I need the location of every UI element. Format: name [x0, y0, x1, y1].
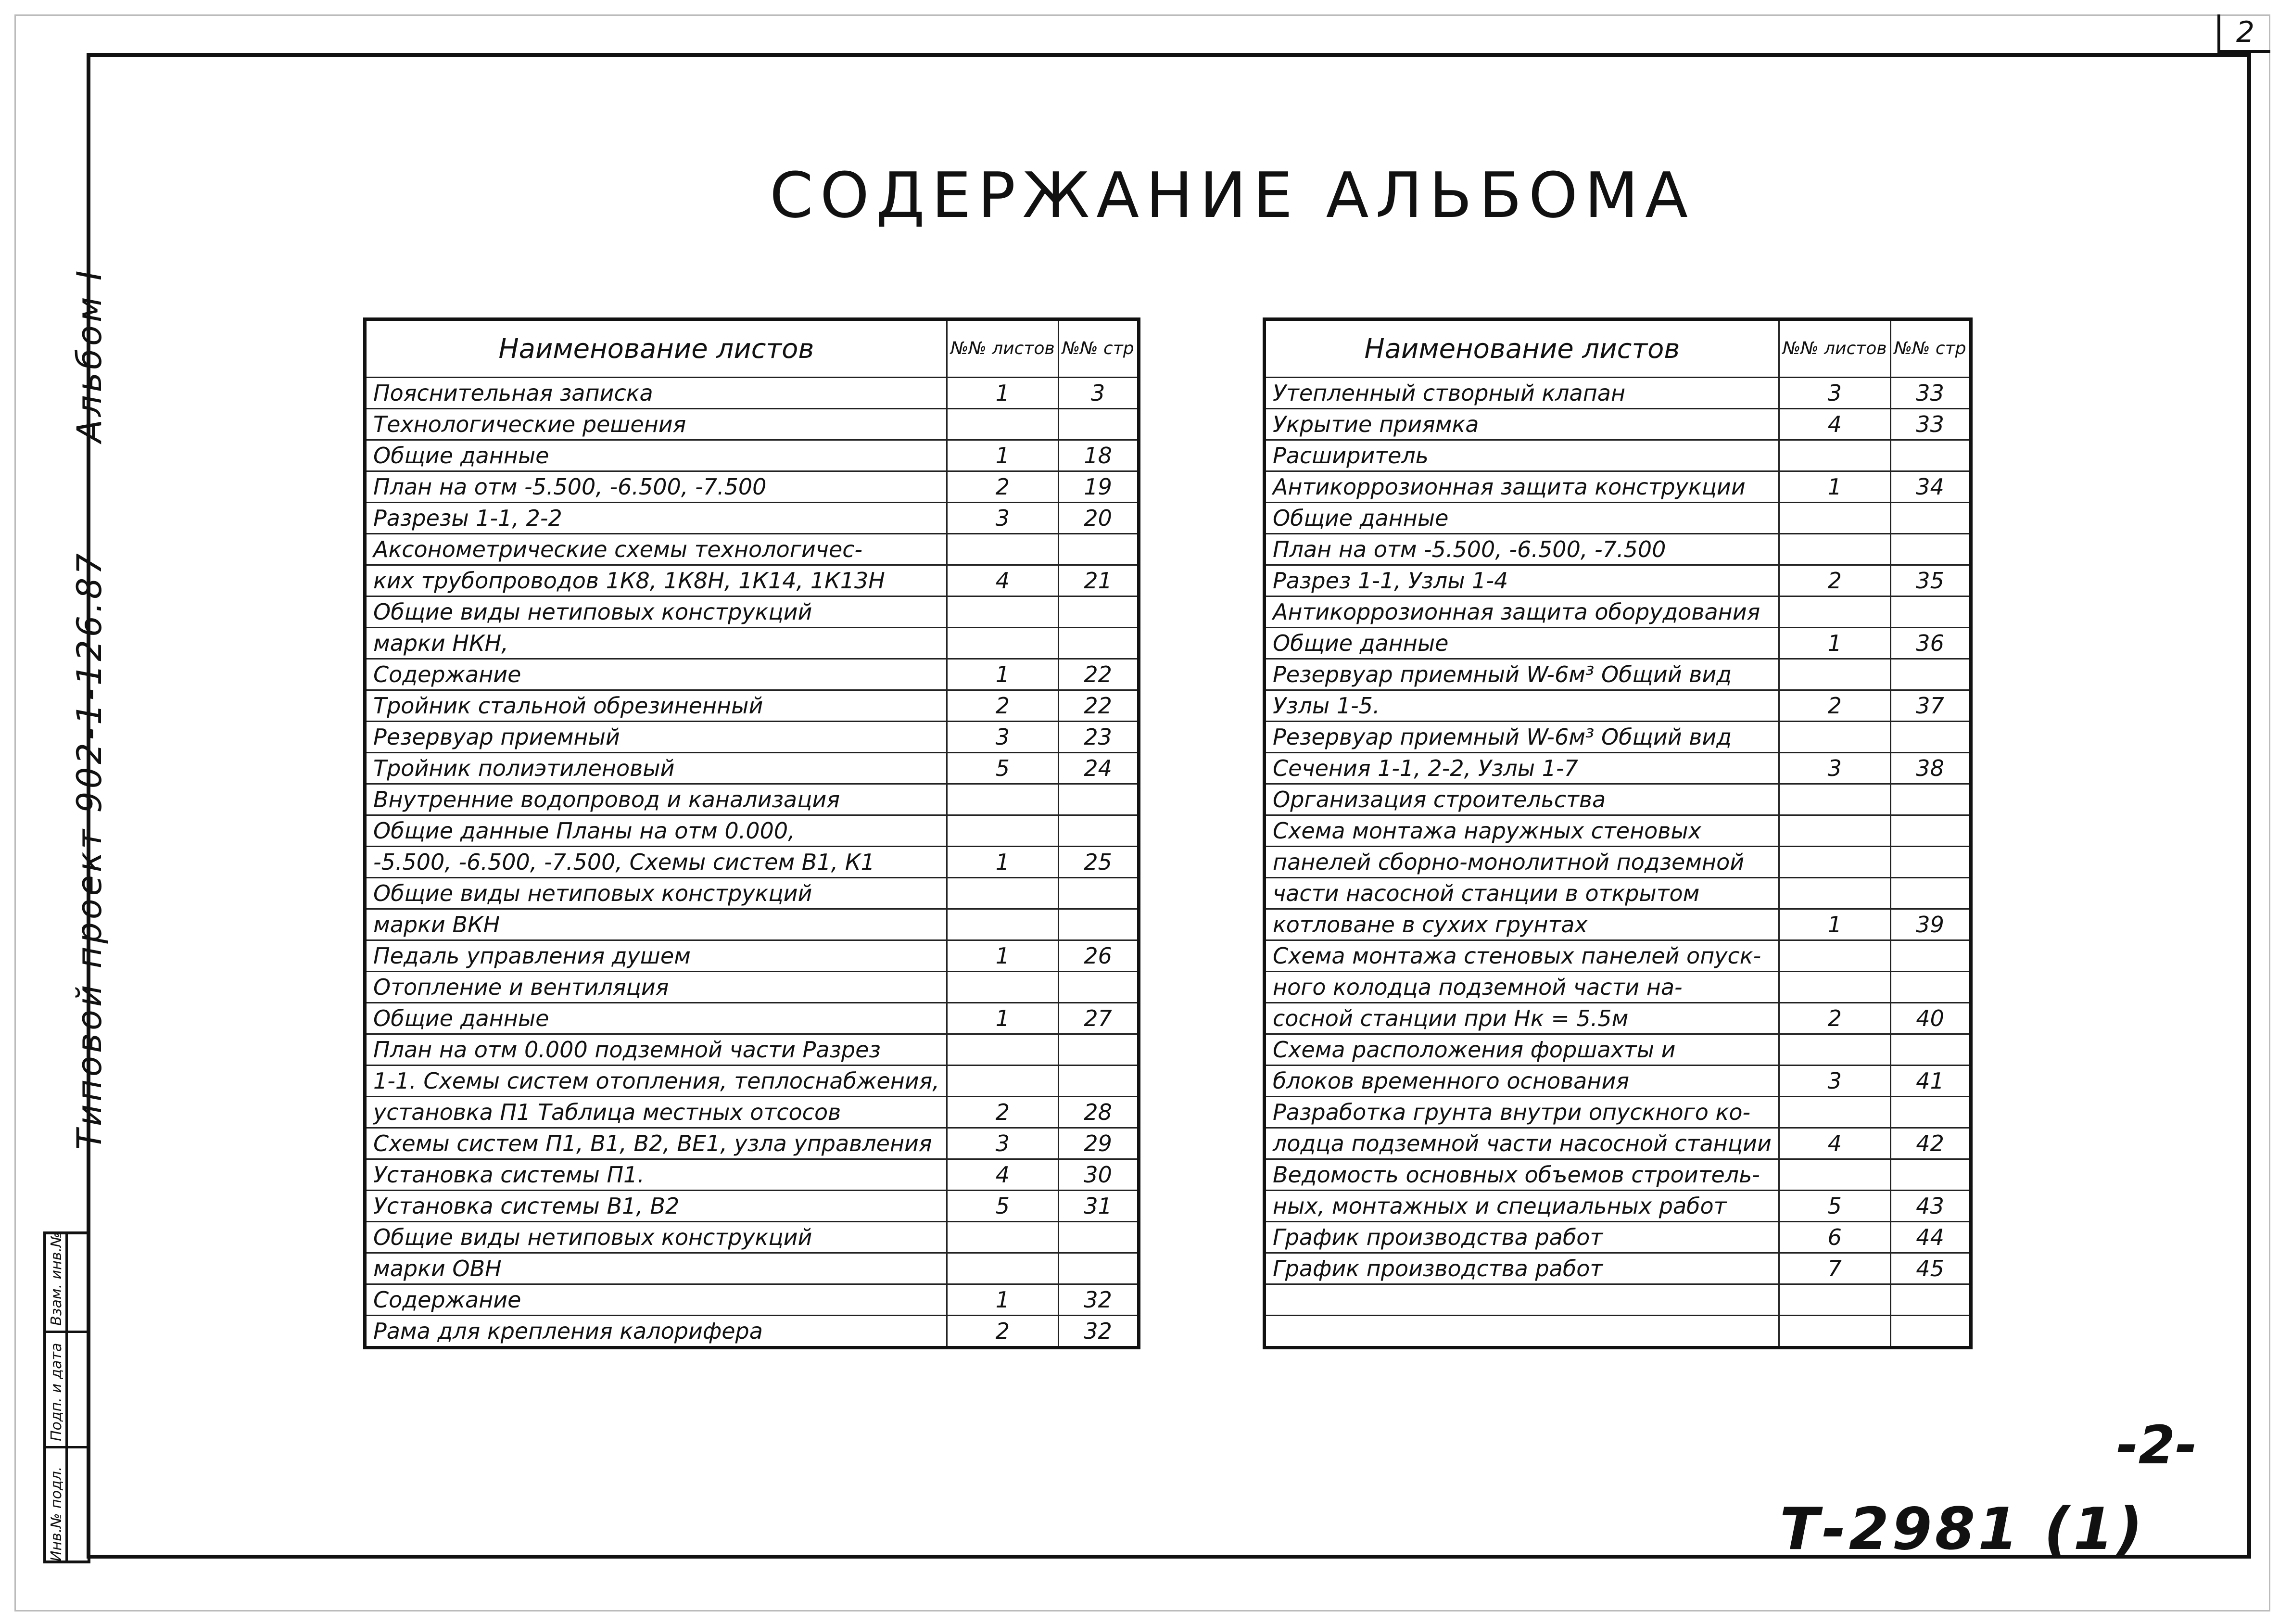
header-name: Наименование листов — [365, 319, 947, 378]
page-number-cell: 32 — [1058, 1316, 1139, 1348]
page-number-cell — [1058, 534, 1139, 565]
table-row — [365, 440, 1139, 471]
sheet-name-cell: котловане в сухих грунтах — [1265, 909, 1779, 940]
table-row — [1265, 815, 1971, 847]
sheet-number-cell — [947, 628, 1058, 659]
page-number-cell: 43 — [1890, 1191, 1971, 1222]
table-row — [365, 909, 1139, 940]
sheet-name-cell: Рама для крепления калорифера — [365, 1316, 947, 1348]
table-row — [365, 815, 1139, 847]
table-row — [1265, 690, 1971, 722]
page-number-cell — [1890, 534, 1971, 565]
sheet-number-cell — [1779, 972, 1890, 1003]
sheet-number-cell — [1779, 534, 1890, 565]
sheet-name-cell: Расширитель — [1265, 440, 1779, 471]
sheet-number-cell: 2 — [1779, 1003, 1890, 1034]
page-number-cell — [1058, 909, 1139, 940]
sheet-name-cell: сосной станции при Нк = 5.5м — [1265, 1003, 1779, 1034]
sheet-name-cell: Резервуар приемный — [365, 722, 947, 753]
sheet-number-cell — [947, 878, 1058, 909]
contents-table-right — [1263, 317, 1973, 1349]
sheet-number-cell: 2 — [947, 471, 1058, 503]
page-number-cell: 33 — [1890, 378, 1971, 409]
sheet-number-cell — [947, 972, 1058, 1003]
page-number-cell — [1890, 1034, 1971, 1066]
page-number-cell: 27 — [1058, 1003, 1139, 1034]
page-number-cell: 32 — [1058, 1284, 1139, 1316]
sheet-name-cell: части насосной станции в открытом — [1265, 878, 1779, 909]
table-row — [1265, 1284, 1971, 1316]
table-row — [1265, 878, 1971, 909]
sheet-number-cell — [1779, 878, 1890, 909]
sheet-number-cell — [1779, 1034, 1890, 1066]
sheet-number-cell: 3 — [947, 722, 1058, 753]
page-number-cell — [1058, 784, 1139, 815]
sheet-name-cell: ких трубопроводов 1К8, 1К8Н, 1К14, 1К13Н — [365, 565, 947, 596]
table-row — [1265, 1003, 1971, 1034]
sheet-name-cell: Установка системы В1, В2 — [365, 1191, 947, 1222]
page-number-cell: 19 — [1058, 471, 1139, 503]
sheet-name-cell: Ведомость основных объемов строитель- — [1265, 1159, 1779, 1191]
table-row — [1265, 534, 1971, 565]
sheet-name-cell: Антикоррозионная защита оборудования — [1265, 596, 1779, 628]
page-number-cell: 23 — [1058, 722, 1139, 753]
page-number-cell — [1058, 1253, 1139, 1284]
sheet-name-cell: Общие данные — [1265, 503, 1779, 534]
page-number-cell: 31 — [1058, 1191, 1139, 1222]
sheet-number-cell: 7 — [1779, 1253, 1890, 1284]
sheet-number-cell: 1 — [947, 378, 1058, 409]
sheet-name-cell: ных, монтажных и специальных работ — [1265, 1191, 1779, 1222]
sheet-number-cell — [1779, 1097, 1890, 1128]
page-number-cell — [1890, 784, 1971, 815]
header-sheets: №№ листов — [1779, 319, 1890, 378]
sheet-name-cell: установка П1 Таблица местных отсосов — [365, 1097, 947, 1128]
sheet-name-cell: Резервуар приемный W-6м³ Общий вид — [1265, 722, 1779, 753]
sheet-number-cell — [947, 784, 1058, 815]
sheet-number-cell: 2 — [947, 1097, 1058, 1128]
table-row — [1265, 940, 1971, 972]
header-sheets: №№ листов — [947, 319, 1058, 378]
sheet-number-cell — [947, 1222, 1058, 1253]
page-number-cell — [1058, 878, 1139, 909]
table-row — [365, 1128, 1139, 1159]
sheet-name-cell: панелей сборно-монолитной подземной — [1265, 847, 1779, 878]
sheet-number-cell — [947, 534, 1058, 565]
table-row — [365, 1191, 1139, 1222]
table-row — [1265, 847, 1971, 878]
page-number-cell: 33 — [1890, 409, 1971, 440]
page-mark: -2- — [2116, 1414, 2197, 1476]
table-row — [365, 878, 1139, 909]
page-number-cell: 25 — [1058, 847, 1139, 878]
sheet-number-cell — [947, 1253, 1058, 1284]
sheet-number-cell: 2 — [1779, 565, 1890, 596]
sheet-name-cell: Схема монтажа наружных стеновых — [1265, 815, 1779, 847]
sheet-name-cell: Общие виды нетиповых конструкций — [365, 1222, 947, 1253]
table-row — [1265, 409, 1971, 440]
sheet-name-cell: ного колодца подземной части на- — [1265, 972, 1779, 1003]
sheet-name-cell: Тройник стальной обрезиненный — [365, 690, 947, 722]
page-number-cell — [1058, 628, 1139, 659]
sheet-name-cell: Педаль управления душем — [365, 940, 947, 972]
sheet-number-cell — [947, 596, 1058, 628]
table-row — [365, 378, 1139, 409]
table-row — [365, 1159, 1139, 1191]
table-row — [365, 1253, 1139, 1284]
page-number-cell — [1890, 596, 1971, 628]
table-row — [1265, 1066, 1971, 1097]
sheet-name-cell: Разрезы 1-1, 2-2 — [365, 503, 947, 534]
sheet-number-cell: 1 — [947, 847, 1058, 878]
page-number-cell: 20 — [1058, 503, 1139, 534]
sheet-name-cell: Технологические решения — [365, 409, 947, 440]
page-number-cell: 37 — [1890, 690, 1971, 722]
page-number-cell — [1058, 596, 1139, 628]
page-number-cell: 3 — [1058, 378, 1139, 409]
sheet-number-cell: 1 — [947, 659, 1058, 690]
page-number-cell: 22 — [1058, 690, 1139, 722]
sheet-number-cell: 3 — [1779, 378, 1890, 409]
page-number-cell: 42 — [1890, 1128, 1971, 1159]
page-number-cell — [1890, 722, 1971, 753]
sheet-number-cell: 3 — [947, 1128, 1058, 1159]
sheet-number-cell: 4 — [947, 1159, 1058, 1191]
sheet-number-cell: 1 — [947, 1284, 1058, 1316]
sheet-number-cell — [1779, 784, 1890, 815]
sheet-name-cell — [1265, 1316, 1779, 1348]
sheet-number-cell: 4 — [1779, 409, 1890, 440]
page-number-cell: 35 — [1890, 565, 1971, 596]
sheet-name-cell — [1265, 1284, 1779, 1316]
table-row — [1265, 628, 1971, 659]
table-row — [365, 784, 1139, 815]
sheet-name-cell: Антикоррозионная защита конструкции — [1265, 471, 1779, 503]
table-row — [1265, 1253, 1971, 1284]
project-label: Типовой проект 902-1-126.87 — [70, 550, 109, 1150]
page-number-cell: 22 — [1058, 659, 1139, 690]
table-row — [1265, 596, 1971, 628]
sheet-number-cell: 2 — [947, 1316, 1058, 1348]
sheet-name-cell: Организация строительства — [1265, 784, 1779, 815]
page-number-cell: 21 — [1058, 565, 1139, 596]
table-row — [1265, 909, 1971, 940]
page-number-cell: 36 — [1890, 628, 1971, 659]
table-row — [365, 1066, 1139, 1097]
sheet-name-cell: План на отм 0.000 подземной части Разрез — [365, 1034, 947, 1066]
page-number-cell: 40 — [1890, 1003, 1971, 1034]
page-number-cell — [1890, 659, 1971, 690]
sheet-number-cell — [1779, 659, 1890, 690]
sheet-number-cell: 2 — [947, 690, 1058, 722]
page-number-cell: 24 — [1058, 753, 1139, 784]
table-row — [365, 596, 1139, 628]
table-row — [1265, 784, 1971, 815]
sheet-name-cell: Общие данные — [365, 440, 947, 471]
table-row — [1265, 1316, 1971, 1348]
page-number-cell — [1890, 503, 1971, 534]
page-number-cell: 38 — [1890, 753, 1971, 784]
sheet-name-cell: Общие данные — [365, 1003, 947, 1034]
sheet-number-cell: 5 — [947, 753, 1058, 784]
header-name: Наименование листов — [1265, 319, 1779, 378]
page-number-cell — [1058, 972, 1139, 1003]
page-number-cell: 30 — [1058, 1159, 1139, 1191]
page-number-cell: 29 — [1058, 1128, 1139, 1159]
page-number-cell — [1890, 815, 1971, 847]
table-row — [365, 1284, 1139, 1316]
sheet-number-cell — [1779, 1316, 1890, 1348]
sheet-number-cell: 1 — [1779, 628, 1890, 659]
sheet-number-cell: 6 — [1779, 1222, 1890, 1253]
header-pages: №№ стр — [1890, 319, 1971, 378]
sheet-name-cell: Внутренние водопровод и канализация — [365, 784, 947, 815]
sheet-name-cell: График производства работ — [1265, 1253, 1779, 1284]
sheet-number-cell — [1779, 440, 1890, 471]
sheet-name-cell: Содержание — [365, 659, 947, 690]
document-code: Т-2981 (1) — [1780, 1496, 2146, 1563]
sheet-number-cell: 3 — [947, 503, 1058, 534]
table-row — [1265, 440, 1971, 471]
table-row — [1265, 1159, 1971, 1191]
page-number-cell: 41 — [1890, 1066, 1971, 1097]
sheet-number-cell: 1 — [947, 940, 1058, 972]
table-header-row — [365, 319, 1139, 378]
sheet-name-cell: Разработка грунта внутри опускного ко- — [1265, 1097, 1779, 1128]
sheet-number-cell — [947, 909, 1058, 940]
page-number-cell: 18 — [1058, 440, 1139, 471]
page-number-cell — [1890, 972, 1971, 1003]
page-number-cell — [1890, 878, 1971, 909]
sheet-name-cell: -5.500, -6.500, -7.500, Схемы систем В1, К1 — [365, 847, 947, 878]
sheet-number-cell — [947, 1066, 1058, 1097]
page-number-cell — [1058, 1222, 1139, 1253]
page-number-cell — [1890, 1097, 1971, 1128]
sheet-name-cell: Общие виды нетиповых конструкций — [365, 878, 947, 909]
sheet-name-cell: График производства работ — [1265, 1222, 1779, 1253]
table-row — [365, 690, 1139, 722]
sheet-number-cell: 5 — [947, 1191, 1058, 1222]
table-row — [365, 753, 1139, 784]
table-row — [365, 628, 1139, 659]
stamp-replace-label: Взам. инв.№ — [48, 1232, 65, 1326]
sheet-name-cell: Укрытие приямка — [1265, 409, 1779, 440]
table-row — [1265, 659, 1971, 690]
sheet-number-cell — [1779, 815, 1890, 847]
table-row — [1265, 1128, 1971, 1159]
sheet-name-cell: Общие виды нетиповых конструкций — [365, 596, 947, 628]
sheet-name-cell: блоков временного основания — [1265, 1066, 1779, 1097]
sheet-number-cell — [1779, 847, 1890, 878]
table-row — [365, 409, 1139, 440]
approval-stamp — [43, 1231, 90, 1563]
sheet-name-cell: 1-1. Схемы систем отопления, теплоснабжения, — [365, 1066, 947, 1097]
sheet-name-cell: Пояснительная записка — [365, 378, 947, 409]
table-row — [365, 1003, 1139, 1034]
table-row — [365, 1316, 1139, 1348]
sheet-number-cell: 1 — [947, 1003, 1058, 1034]
table-row — [365, 847, 1139, 878]
sheet-number-cell — [1779, 503, 1890, 534]
table-row — [1265, 1097, 1971, 1128]
sheet-name-cell: марки ОВН — [365, 1253, 947, 1284]
sheet-number-cell: 1 — [947, 440, 1058, 471]
sheet-name-cell: Утепленный створный клапан — [1265, 378, 1779, 409]
sheet-name-cell: Схемы систем П1, В1, В2, ВЕ1, узла управления — [365, 1128, 947, 1159]
table-row — [365, 1097, 1139, 1128]
page-number-cell: 26 — [1058, 940, 1139, 972]
page-number-cell: 28 — [1058, 1097, 1139, 1128]
table-row — [1265, 565, 1971, 596]
sheet-number-cell — [1779, 1284, 1890, 1316]
sheet-number-cell: 2 — [1779, 690, 1890, 722]
table-row — [1265, 1034, 1971, 1066]
sheet-name-cell: План на отм -5.500, -6.500, -7.500 — [365, 471, 947, 503]
sheet-name-cell: Сечения 1-1, 2-2, Узлы 1-7 — [1265, 753, 1779, 784]
sheet-number-cell — [947, 1034, 1058, 1066]
table-row — [365, 722, 1139, 753]
sheet-name-cell: Общие данные Планы на отм 0.000, — [365, 815, 947, 847]
table-header-row — [1265, 319, 1971, 378]
page-number-cell: 39 — [1890, 909, 1971, 940]
sheet-name-cell: Установка системы П1. — [365, 1159, 947, 1191]
sheet-number-cell: 5 — [1779, 1191, 1890, 1222]
page-number-cell — [1890, 1284, 1971, 1316]
page-number-cell: 45 — [1890, 1253, 1971, 1284]
sheet-name-cell: Схема расположения форшахты и — [1265, 1034, 1779, 1066]
sheet-name-cell: Общие данные — [1265, 628, 1779, 659]
table-row — [365, 972, 1139, 1003]
sheet-name-cell: Отопление и вентиляция — [365, 972, 947, 1003]
sheet-name-cell: Резервуар приемный W-6м³ Общий вид — [1265, 659, 1779, 690]
page-number-cell — [1890, 1316, 1971, 1348]
sheet-name-cell: Разрез 1-1, Узлы 1-4 — [1265, 565, 1779, 596]
sheet-name-cell: Тройник полиэтиленовый — [365, 753, 947, 784]
sheet-number-cell — [1779, 940, 1890, 972]
table-row — [365, 659, 1139, 690]
table-row — [1265, 471, 1971, 503]
sheet-number-cell — [1779, 1159, 1890, 1191]
table-row — [365, 534, 1139, 565]
sheet-number-cell — [1779, 596, 1890, 628]
sheet-number-cell: 4 — [947, 565, 1058, 596]
table-row — [365, 1034, 1139, 1066]
sheet-number-cell — [1779, 722, 1890, 753]
sheet-name-cell: Узлы 1-5. — [1265, 690, 1779, 722]
sheet-number-cell: 1 — [1779, 909, 1890, 940]
sheet-name-cell: лодца подземной части насосной станции — [1265, 1128, 1779, 1159]
corner-sheet-number: 2 — [2217, 14, 2270, 53]
table-row — [1265, 503, 1971, 534]
table-row — [365, 940, 1139, 972]
table-row — [1265, 1222, 1971, 1253]
stamp-inv-label: Инв.№ подл. — [48, 1466, 65, 1561]
sheet-number-cell: 4 — [1779, 1128, 1890, 1159]
page-number-cell: 34 — [1890, 471, 1971, 503]
table-row — [365, 471, 1139, 503]
sheet-name-cell: марки НКН, — [365, 628, 947, 659]
sheet-name-cell: Содержание — [365, 1284, 947, 1316]
page-number-cell — [1058, 1034, 1139, 1066]
table-row — [1265, 972, 1971, 1003]
page-number-cell: 44 — [1890, 1222, 1971, 1253]
sheet-number-cell: 3 — [1779, 1066, 1890, 1097]
sheet-name-cell: Схема монтажа стеновых панелей опуск- — [1265, 940, 1779, 972]
page-number-cell — [1058, 409, 1139, 440]
header-pages: №№ стр — [1058, 319, 1139, 378]
sheet-number-cell: 1 — [1779, 471, 1890, 503]
page-number-cell — [1058, 815, 1139, 847]
page-number-cell — [1058, 1066, 1139, 1097]
sheet-name-cell: План на отм -5.500, -6.500, -7.500 — [1265, 534, 1779, 565]
page-number-cell — [1890, 440, 1971, 471]
table-row — [365, 565, 1139, 596]
sheet-name-cell: Аксонометрические схемы технологичес- — [365, 534, 947, 565]
sheet-name-cell: марки ВКН — [365, 909, 947, 940]
page-number-cell — [1890, 940, 1971, 972]
table-row — [1265, 753, 1971, 784]
table-row — [365, 1222, 1139, 1253]
album-label: Альбом I — [70, 267, 109, 443]
page-title: СОДЕРЖАНИЕ АЛЬБОМА — [770, 159, 1695, 232]
page-number-cell — [1890, 847, 1971, 878]
table-row — [1265, 722, 1971, 753]
sheet-number-cell — [947, 409, 1058, 440]
stamp-sign-label: Подп. и дата — [48, 1343, 65, 1441]
sheet-number-cell — [947, 815, 1058, 847]
table-row — [365, 503, 1139, 534]
page-number-cell — [1890, 1159, 1971, 1191]
contents-table-left — [363, 317, 1140, 1349]
table-row — [1265, 378, 1971, 409]
sheet-number-cell: 3 — [1779, 753, 1890, 784]
table-row — [1265, 1191, 1971, 1222]
